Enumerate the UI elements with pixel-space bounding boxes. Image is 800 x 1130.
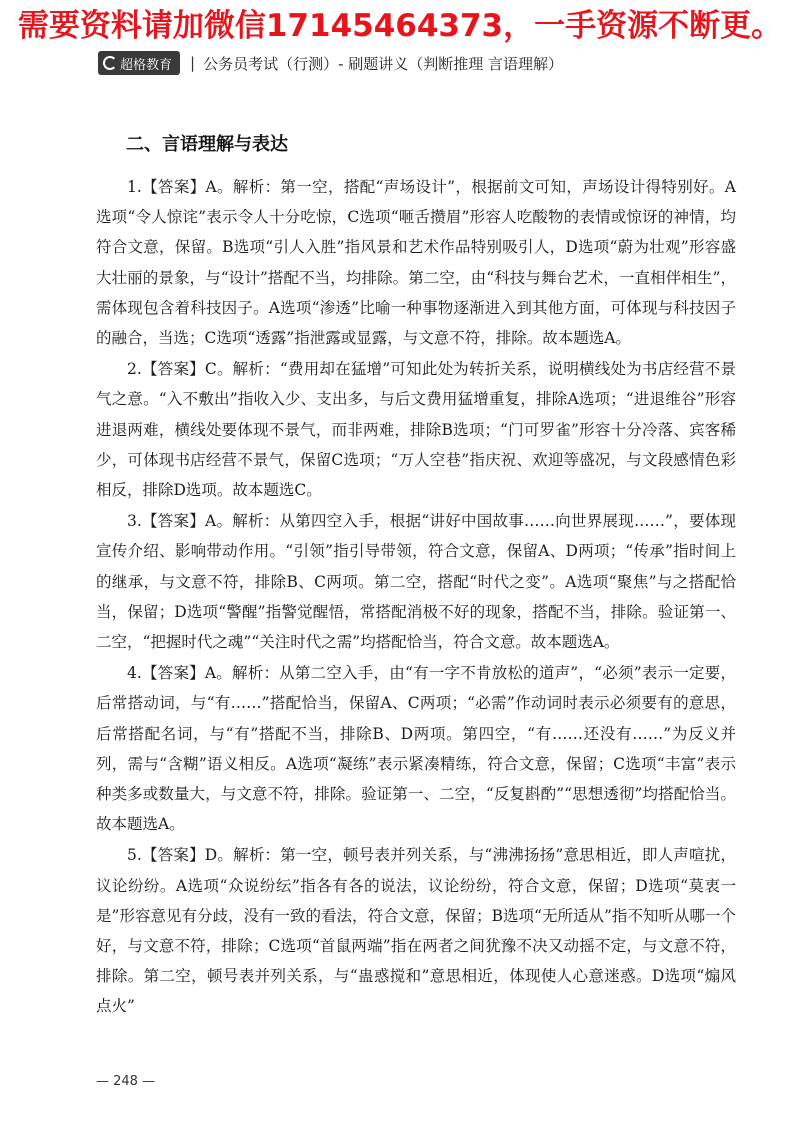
header-divider: | xyxy=(190,54,196,72)
promo-banner: 需要资料请加微信17145464373，一手资源不断更。 xyxy=(17,8,783,44)
answer-list xyxy=(96,172,736,1023)
answer-paragraph-1: 1.【答案】A。解析：第一空，搭配“声场设计”，根据前文可知，声场设计得特别好。A选项“令人惊诧”表示令人十分吃惊，C选项“咂舌攒眉”形容人吃酸物的表情或惊讶的神情，均符合文意，保留。B选项“引人入胜”指风景和艺术作品特别吸引人，D选项“蔚为壮观”形容盛大壮丽的景象，与“设计”搭配不当，均排除。第二空，由“科技与舞台艺术，一直相伴相生”，需体现包含着科技因子。A选项“渗透”比喻一种事物逐渐进入到其他方面，可体现与科技因子的融合，当选；C选项“透露”指泄露或显露，与文意不符，排除。故本题选A。 xyxy=(96,178,736,348)
logo-icon xyxy=(103,56,117,70)
page-header xyxy=(98,50,563,76)
header-title: 公务员考试（行测）- 刷题讲义（判断推理 言语理解） xyxy=(203,54,564,73)
answer-paragraph-2: 2.【答案】C。解析：“费用却在猛增”可知此处为转折关系，说明横线处为书店经营不景气之意。“入不敷出”指收入少、支出多，与后文费用猛增重复，排除A选项；“进退维谷”形容进退两难，横线处要体现不景气，而非两难，排除B选项；“门可罗雀”形容十分冷落、宾客稀少，可体现书店经营不景气，保留C选项；“万人空巷”指庆祝、欢迎等盛况，与文段感情色彩相反，排除D选项。故本题选C。 xyxy=(96,360,736,500)
page-number: — 248 — xyxy=(96,1074,156,1089)
section-title: 二、言语理解与表达 xyxy=(126,134,288,155)
answer-paragraph-4: 4.【答案】A。解析：从第二空入手，由“有一字不肯放松的道声”，“必须”表示一定要，后常搭动词，与“有……”搭配恰当，保留A、C两项；“必需”作动词时表示必须要有的意思，后常搭配名词，与“有”搭配不当，排除B、D两项。第四空，“有……还没有……”为反义并列，需与“含糊”语义相反。A选项“凝练”表示紧凑精练，符合文意，保留；C选项“丰富”表示种类多或数量大，与文意不符，排除。验证第一、二空，“反复斟酌”“思想透彻”均搭配恰当。故本题选A。 xyxy=(96,664,736,834)
answer-paragraph-3: 3.【答案】A。解析：从第四空入手，根据“讲好中国故事……向世界展现……”，要体现宣传介绍、影响带动作用。“引领”指引导带领，符合文意，保留A、D两项；“传承”指时间上的继承，与文意不符，排除B、C两项。第二空，搭配“时代之变”。A选项“聚焦”与之搭配恰当，保留；D选项“警醒”指警觉醒悟，常搭配消极不好的现象，搭配不当，排除。验证第一、二空，“把握时代之魂”“关注时代之需”均搭配恰当，符合文意。故本题选A。 xyxy=(96,512,736,652)
brand-logo xyxy=(98,51,180,75)
logo-text: 超格教育 xyxy=(120,57,173,73)
answer-paragraph-5: 5.【答案】D。解析：第一空，顿号表并列关系，与“沸沸扬扬”意思相近，即人声喧扰，议论纷纷。A选项“众说纷纭”指各有各的说法，议论纷纷，符合文意，保留；D选项“莫衷一是”形容意见有分歧，没有一致的看法，符合文意，保留；B选项“无所适从”指不知听从哪一个好，与文意不符，排除；C选项“首鼠两端”指在两者之间犹豫不决又动摇不定，与文意不符，排除。第二空，顿号表并列关系，与“蛊惑搅和”意思相近，体现使人心意迷惑。D选项“煽风点火” xyxy=(96,846,736,1016)
